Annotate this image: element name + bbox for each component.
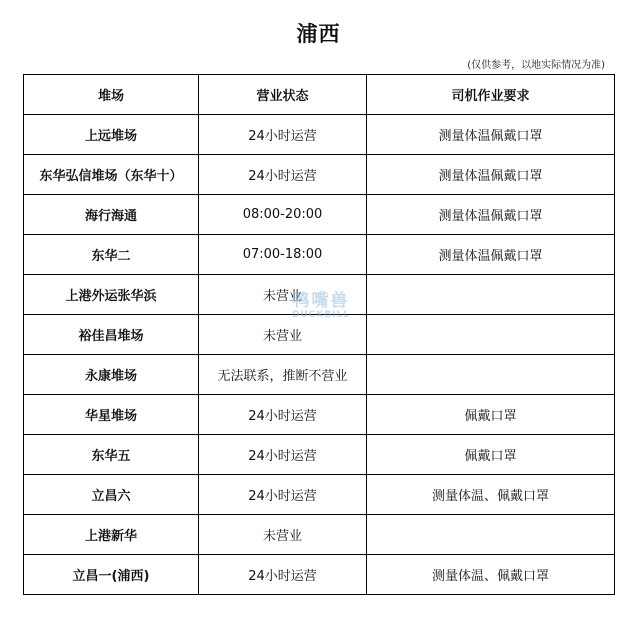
table-row xyxy=(24,115,615,155)
watermark-subtext: DUCKBILL xyxy=(291,310,351,320)
driver-requirement: 佩戴口罩 xyxy=(367,395,615,435)
yard-status: 24小时运营 xyxy=(199,475,367,515)
driver-requirement: 测量体温佩戴口罩 xyxy=(367,155,615,195)
yard-name: 海行海通 xyxy=(24,195,199,235)
table-row xyxy=(24,555,615,595)
yard-name: 永康堆场 xyxy=(24,355,199,395)
table-row xyxy=(24,235,615,275)
yard-status: 24小时运营 xyxy=(199,435,367,475)
yard-name: 东华五 xyxy=(24,435,199,475)
yard-name: 华星堆场 xyxy=(24,395,199,435)
driver-requirement: 测量体温佩戴口罩 xyxy=(367,115,615,155)
yard-name: 裕佳昌堆场 xyxy=(24,315,199,355)
yard-status: 未营业 xyxy=(199,275,367,315)
table-row xyxy=(24,475,615,515)
driver-requirement xyxy=(367,275,615,315)
yard-name: 立昌六 xyxy=(24,475,199,515)
yard-status: 24小时运营 xyxy=(199,155,367,195)
table-row xyxy=(24,155,615,195)
driver-requirement: 测量体温、佩戴口罩 xyxy=(367,555,615,595)
driver-requirement xyxy=(367,315,615,355)
driver-requirement: 测量体温佩戴口罩 xyxy=(367,195,615,235)
yard-status: 24小时运营 xyxy=(199,395,367,435)
table-header-row xyxy=(24,75,615,115)
yard-status: 24小时运营 xyxy=(199,555,367,595)
page-title: 浦西 xyxy=(296,22,341,46)
driver-requirement xyxy=(367,355,615,395)
header-driver-requirement: 司机作业要求 xyxy=(367,75,615,115)
driver-requirement: 测量体温、佩戴口罩 xyxy=(367,475,615,515)
yard-status: 07:00-18:00 xyxy=(199,235,367,275)
table-row xyxy=(24,395,615,435)
driver-requirement xyxy=(367,515,615,555)
yard-status: 未营业 xyxy=(199,315,367,355)
yard-status-table xyxy=(23,74,615,595)
disclaimer-note: (仅供参考，以地实际情况为准) xyxy=(467,60,605,71)
yard-name: 上远堆场 xyxy=(24,115,199,155)
yard-status: 无法联系，推断不营业 xyxy=(199,355,367,395)
yard-status: 未营业 xyxy=(199,515,367,555)
yard-name: 东华二 xyxy=(24,235,199,275)
table-row xyxy=(24,195,615,235)
table-row xyxy=(24,435,615,475)
driver-requirement: 测量体温佩戴口罩 xyxy=(367,235,615,275)
watermark-text: 鸭嘴兽 xyxy=(292,291,350,311)
yard-status: 24小时运营 xyxy=(199,115,367,155)
yard-name: 上港外运张华浜 xyxy=(24,275,199,315)
yard-status: 08:00-20:00 xyxy=(199,195,367,235)
yard-name: 立昌一(浦西) xyxy=(24,555,199,595)
yard-name: 东华弘信堆场（东华十） xyxy=(24,155,199,195)
table-row xyxy=(24,515,615,555)
header-yard: 堆场 xyxy=(24,75,199,115)
driver-requirement: 佩戴口罩 xyxy=(367,435,615,475)
table-row xyxy=(24,355,615,395)
table-row xyxy=(24,315,615,355)
yard-name: 上港新华 xyxy=(24,515,199,555)
table-row xyxy=(24,275,615,315)
header-status: 营业状态 xyxy=(199,75,367,115)
